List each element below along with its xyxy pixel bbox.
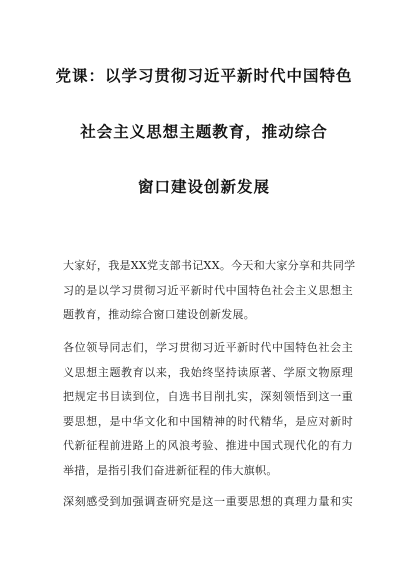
paragraph-line: 代新征程前进路上的风浪考验、推进中国式现代化的有力 bbox=[63, 439, 353, 452]
paragraph-line: 举措，是指引我们奋进新征程的伟大旗帜。 bbox=[63, 463, 278, 477]
document-title-line-3: 窗口建设创新发展 bbox=[137, 178, 270, 196]
paragraph-2 bbox=[63, 336, 353, 483]
paragraph-1 bbox=[63, 254, 356, 328]
document-title-line-1: 党课：以学习贯彻习近平新时代中国特色 bbox=[55, 67, 353, 85]
paragraph-line: 深刻感受到加强调查研究是这一重要思想的真理力量和实 bbox=[63, 495, 353, 508]
paragraph-line: 要思想，是中华文化和中国精神的时代精华，是应对新时 bbox=[63, 414, 353, 428]
paragraph-line: 大家好，我是XX党支部书记XX。今天和大家分享和共同学 bbox=[63, 259, 356, 272]
paragraph-line: 把规定书目读到位，自选书目削扎实，深刻领悟到这一重 bbox=[63, 390, 353, 403]
paragraph-line: 习的是以学习贯彻习近平新时代中国特色社会主义思想主 bbox=[63, 283, 353, 297]
paragraph-line: 义思想主题教育以来，我始终坚持读原著、学原文物原理 bbox=[63, 365, 353, 379]
paragraph-line: 题教育，推动综合窗口建设创新发展。 bbox=[63, 308, 256, 321]
paragraph-line: 各位领导同志们，学习贯彻习近平新时代中国特色社会主 bbox=[63, 341, 353, 354]
document-title-line-2: 社会主义思想主题教育，推动综合 bbox=[80, 123, 328, 141]
paragraph-3 bbox=[63, 490, 353, 515]
